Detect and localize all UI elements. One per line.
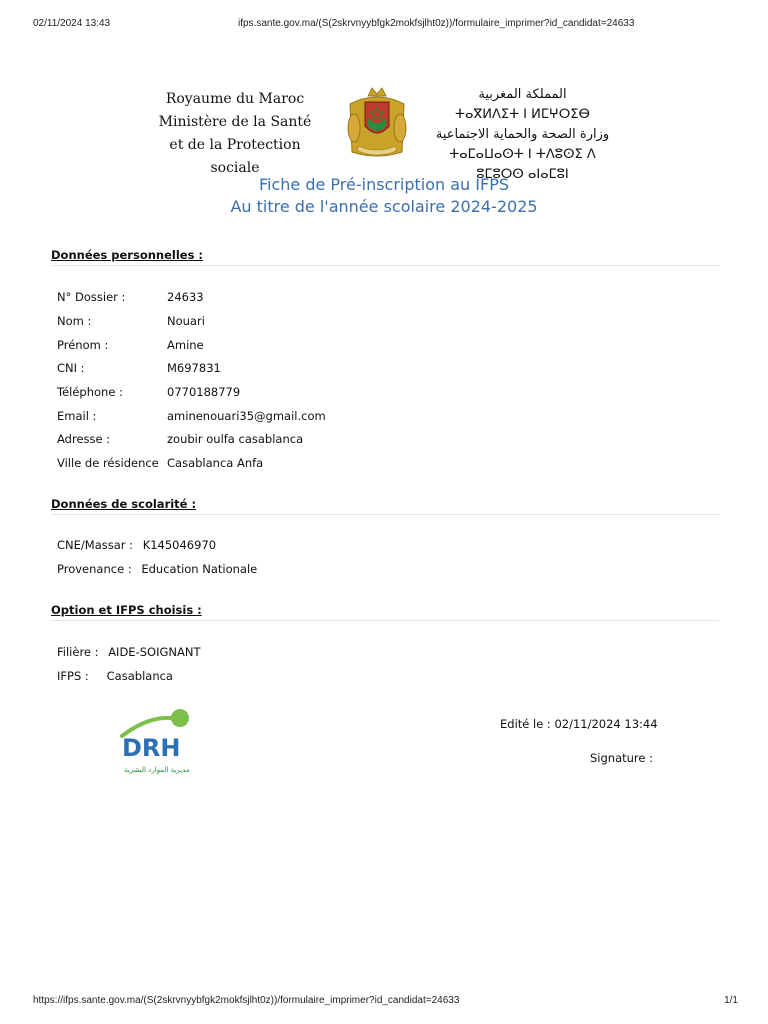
field-value: zoubir oulfa casablanca <box>167 432 304 446</box>
document-subtitle: Au titre de l'année scolaire 2024-2025 <box>230 197 538 216</box>
field-value: Casablanca <box>106 669 173 683</box>
field-row <box>57 538 216 552</box>
field-value: aminenouari35@gmail.com <box>167 409 326 423</box>
field-value: AIDE-SOIGNANT <box>108 645 201 659</box>
ministry-name-ar: وزارة الصحة والحماية الاجتماعية <box>435 127 610 142</box>
field-row <box>57 669 173 683</box>
field-value: 24633 <box>167 290 204 304</box>
coat-of-arms-icon <box>344 82 410 160</box>
edited-date: Edité le : 02/11/2024 13:44 <box>500 717 658 731</box>
field-label: CNE/Massar : <box>57 538 134 552</box>
field-value: Casablanca Anfa <box>167 456 264 470</box>
ministry-name-tifinagh: ⵜⴰⵎⴰⵡⴰⵙⵜ ⵏ ⵜⴷⵓⵙⵉ ⴷ ⵓⵎⵓⵔⵙ ⴰⵏⴰⵎⵓⵏ <box>449 147 596 182</box>
field-label: Filière : <box>57 645 99 659</box>
field-value: Amine <box>167 338 204 352</box>
letterhead-french <box>150 88 320 180</box>
field-value: Nouari <box>167 314 205 328</box>
kingdom-name-ar: المملكة المغربية <box>478 87 567 102</box>
kingdom-name-fr: Royaume du Maroc <box>165 91 305 107</box>
field-label: Prénom : <box>57 338 109 352</box>
ministry-name-fr-2: et de la Protection sociale <box>169 137 301 176</box>
section-school-heading: Données de scolarité : <box>51 497 719 515</box>
field-label: CNI : <box>57 361 85 375</box>
kingdom-name-tifinagh: ⵜⴰⴳⵍⴷⵉⵜ ⵏ ⵍⵎⵖⵔⵉⴱ <box>454 107 591 122</box>
letterhead-arabic <box>425 85 620 185</box>
field-row <box>57 562 257 576</box>
field-label: IFPS : <box>57 669 89 683</box>
print-datetime: 02/11/2024 13:43 <box>33 18 111 29</box>
print-url: ifps.sante.gov.ma/(S(2skrvnyybfgk2mokfsjlht0z))/formulaire_imprimer?id_candidat=24633 <box>238 18 635 29</box>
drh-logo-icon <box>118 706 200 776</box>
ministry-name-fr-1: Ministère de la Santé <box>158 114 312 130</box>
drh-logo-subtitle: مديرية الموارد البشرية <box>124 766 190 774</box>
field-row <box>57 645 200 659</box>
field-value: Education Nationale <box>141 562 258 576</box>
field-value: 0770188779 <box>167 385 241 399</box>
field-label: Nom : <box>57 314 92 328</box>
section-option-heading: Option et IFPS choisis : <box>51 603 719 621</box>
signature-label: Signature : <box>590 751 654 765</box>
field-label: Téléphone : <box>57 385 123 399</box>
field-label: N° Dossier : <box>57 290 126 304</box>
field-label: Ville de résidence <box>57 456 159 470</box>
drh-logo-text: DRH <box>122 734 181 762</box>
document-title: Fiche de Pré-inscription au IFPS <box>258 175 510 194</box>
field-label: Provenance : <box>57 562 132 576</box>
page-number: 1/1 <box>724 995 738 1006</box>
field-value: K145046970 <box>142 538 217 552</box>
section-personal-heading: Données personnelles : <box>51 248 719 266</box>
field-label: Adresse : <box>57 432 111 446</box>
print-footer-url: https://ifps.sante.gov.ma/(S(2skrvnyybfgk2mokfsjlht0z))/formulaire_imprimer?id_candidat=24633 <box>33 995 460 1006</box>
field-label: Email : <box>57 409 97 423</box>
field-value: M697831 <box>167 361 221 375</box>
